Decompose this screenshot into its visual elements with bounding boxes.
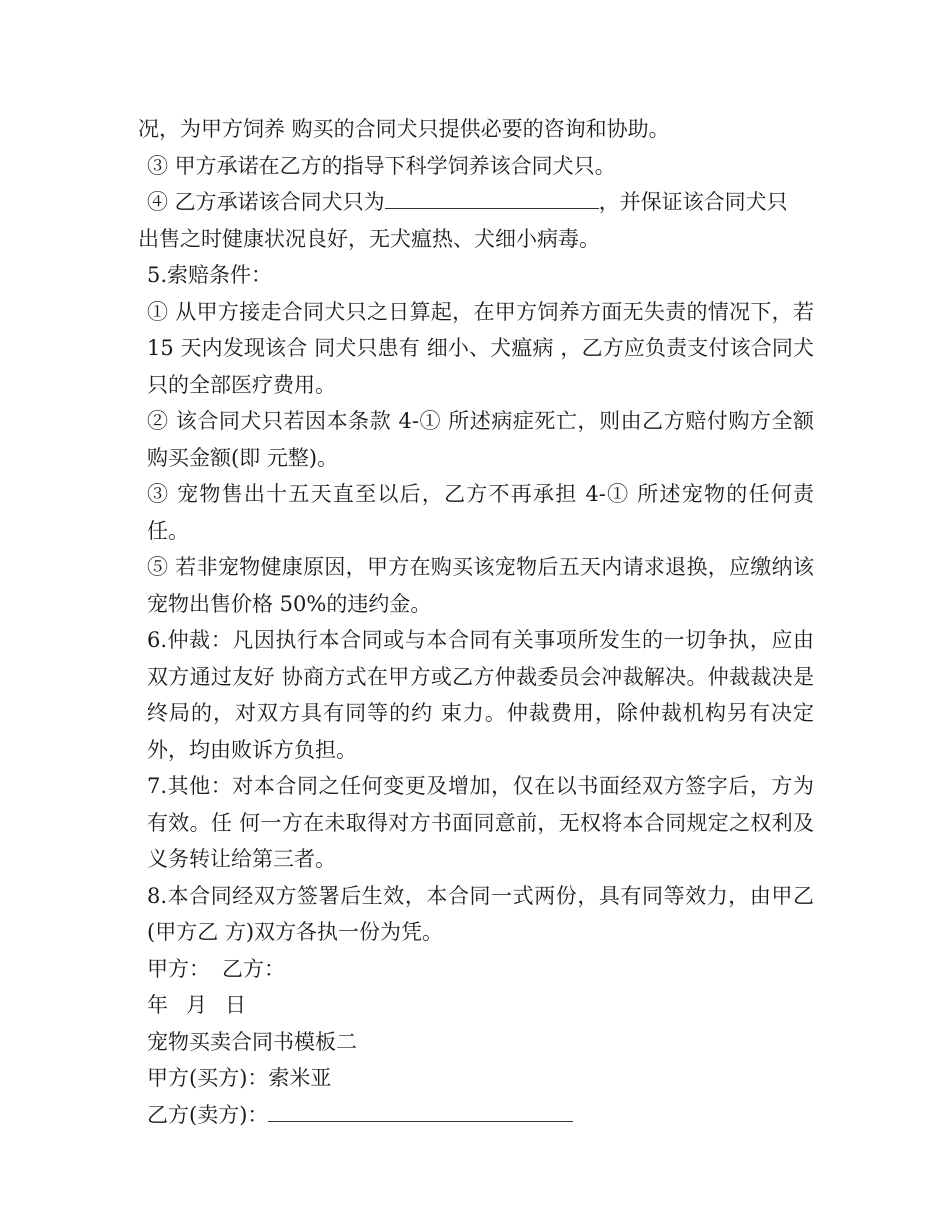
buyer-line (138, 1060, 814, 1097)
fill-in-blank (385, 186, 599, 209)
buyer-label: 甲方(买方)： (147, 1066, 269, 1090)
signature-line (138, 951, 814, 988)
clause-item: ① 从甲方接走合同犬只之日算起，在甲方饲养方面无失责的情况下，若 15 天内发现该合 同犬只患有 细小、犬瘟病 ，乙方应负责支付该合同犬只的全部医疗费用。 (147, 299, 814, 397)
section-heading: 5.索赔条件： (147, 263, 273, 287)
buyer-name: 索米亚 (268, 1066, 332, 1090)
clause-item: ③ 甲方承诺在乙方的指导下科学饲养该合同犬只。 (147, 153, 616, 178)
section-paragraph: 8.本合同经双方签署后生效，本合同一式两份，具有同等效力，由甲乙(甲方乙 方)双方各执一份为凭。 (147, 883, 814, 944)
section-paragraph: 6.仲裁：凡因执行本合同或与本合同有关事项所发生的一切争执，应由双方通过友好 协商方式在甲方或乙方仲裁委员会冲裁解决。仲裁裁决是终局的，对双方具有同等的约 束力。仲裁费用，除仲裁机构另有决定外，均由败诉方负担。 (147, 628, 814, 762)
fill-in-blank (268, 1099, 573, 1122)
date-line (138, 987, 814, 1024)
seller-label: 乙方(卖方)： (147, 1102, 269, 1127)
contract-body (138, 111, 814, 1133)
date-day: 日 (225, 993, 246, 1017)
clause-item (138, 184, 814, 221)
clause-item: ⑤ 若非宠物健康原因，甲方在购买该宠物后五天内请求退换，应缴纳该宠物出售价格 50%的违约金。 (147, 555, 814, 616)
clause-item: ③ 宠物售出十五天直至以后，乙方不再承担 4-① 所述宠物的任何责任。 (147, 482, 814, 543)
clause-line: 出售之时健康状况良好，无犬瘟热、犬细小病毒。 (138, 226, 600, 251)
date-month: 月 (186, 993, 207, 1017)
clause-text: ④ 乙方承诺该合同犬只为 (147, 190, 385, 214)
clause-text: ，并保证该合同犬只 (598, 190, 788, 214)
date-year: 年 (147, 993, 168, 1017)
section-paragraph: 7.其他：对本合同之任何变更及增加，仅在以书面经双方签字后，方为有效。任 何一方在未取得对方书面同意前，无权将本合同规定之权利及义务转让给第三者。 (147, 774, 814, 871)
template-title: 宠物买卖合同书模板二 (147, 1029, 357, 1054)
seller-line (138, 1097, 814, 1134)
clause-item: ② 该合同犬只若因本条款 4-① 所述病症死亡，则由乙方赔付购方全额购买金额(即 元整)。 (147, 409, 814, 470)
party-a-label: 甲方： (147, 956, 210, 981)
clause-line: 况，为甲方饲养 购买的合同犬只提供必要的咨询和协助。 (138, 117, 670, 141)
party-b-label: 乙方： (222, 956, 285, 981)
